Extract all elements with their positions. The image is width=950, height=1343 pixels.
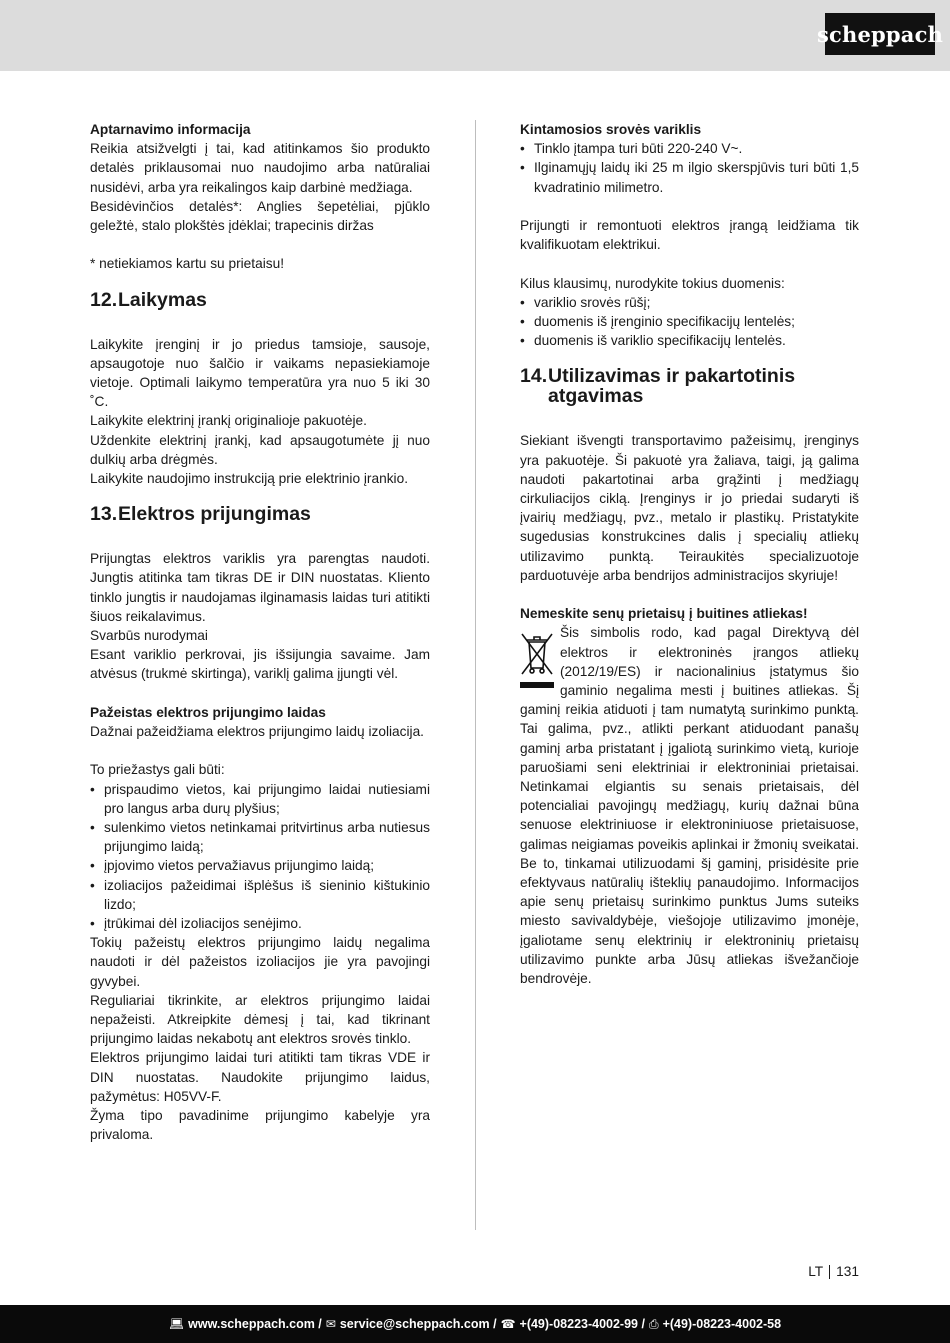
data-list [520,293,859,351]
list-item: • izoliacijos pažeidimai išplėšus iš sieninio kištukinio lizdo; [90,876,430,914]
page-separator [829,1265,830,1279]
section-number: 14. [520,365,548,388]
crossed-bin-icon [520,628,554,688]
list-item: • Tinklo įtampa turi būti 220-240 V~. [520,139,859,158]
list-item: • prispaudimo vietos, kai prijungimo laidai nutiesiami pro langus arba durų plyšius; [90,780,430,818]
page-language: LT [808,1264,824,1279]
mail-icon: ✉︎ [325,1317,336,1331]
ac-motor-paragraph: Kilus klausimų, nurodykite tokius duomenis: [520,275,785,291]
weee-title: Nemeskite senų prietaisų į buitines atliekas! [520,606,808,622]
right-column [520,120,859,988]
electrical-paragraph: Prijungtas elektros variklis yra parengtas naudoti. Jungtis atitinka tam tikras DE ir DIN nuostatas. Kliento tinklo jungtis ir naudojamas ilginamasis laidas turi atitikti šiuos reikalavimus. [90,551,430,624]
section-title: Elektros prijungimas [118,503,311,526]
section-number: 12. [90,288,118,311]
causes-list [90,780,430,934]
service-note: * netiekiamos kartu su prietaisu! [90,256,284,272]
footer-email[interactable]: service@scheppach.com / [339,1317,497,1331]
list-item: • įtrūkimai dėl izoliacijos senėjimo. [90,914,430,933]
storage-paragraph: Laikykite elektrinį įrankį originalioje pakuotėje. [90,413,367,429]
causes-intro: To priežastys gali būti: [90,762,225,778]
damaged-cable-paragraph: Žyma tipo pavadinime prijungimo kabelyje yra privaloma. [90,1108,430,1143]
storage-paragraph: Laikykite įrenginį ir jo priedus tamsioje, sausoje, apsaugotoje nuo šalčio ir vaikams nepasiekiamoje vietoje. Optimali laikymo temperatūra yra nuo 5 iki 30 ˚C. [90,336,430,410]
section-12-heading [90,290,430,310]
list-item: • Ilginamųjų laidų iki 25 m ilgio skerspjūvis turi būti 1,5 kvadratinio milimetro. [520,158,859,196]
page-number-value: 131 [836,1264,859,1279]
service-paragraph: Reikia atsižvelgti į tai, kad atitinkamos šio produkto detalės priklausomai nuo naudojimo arba natūraliai nusidėvi, arba yra reikalingos kaip darbinė medžiaga. [90,141,430,195]
footer-phone: +(49)-08223-4002-99 / [519,1317,645,1331]
damaged-cable-paragraph: Elektros prijungimo laidai turi atitikti tam tikras VDE ir DIN nuostatas. Naudokite prijungimo laidus, pažymėtus: H05VV-F. [90,1050,430,1104]
fax-icon: ⎙ [648,1316,659,1331]
list-item: • duomenis iš įrenginio specifikacijų lentelės; [520,312,859,331]
damaged-cable-paragraph: Reguliariai tikrinkite, ar elektros prijungimo laidai nepažeisti. Atkreipkite dėmesį į tai, kad tikrinant prijungimo laidas nekabotų ant elektros srovės tinklo. [90,992,430,1047]
list-item: • sulenkimo vietos netinkamai pritvirtinus arba nutiesus prijungimo laidą; [90,818,430,856]
weee-block [520,623,859,988]
footer-bar [0,1305,950,1343]
ac-motor-list [520,139,859,197]
footer-web[interactable]: www.scheppach.com / [188,1317,322,1331]
disposal-paragraph: Siekiant išvengti transportavimo pažeisimų, įrenginys yra pakuotėje. Ši pakuotė yra žaliava, taigi, ją galima naudoti pakartotinai arba grąžinti į medžiagų cirkuliacijos ciklą. Įrenginys ir jo priedai sudaryti iš įvairių medžiagų, pvz., metalo ir plastikų. Pristatykite sugedusias konstrukcines dalis į specialių atliekų utilizavimo punktą. Teiraukitės specializuotoje parduotuvėje arba bendrijos administracijos skyriuje! [520,433,859,583]
section-title: Laikymas [118,288,207,311]
phone-icon: ☎ [500,1317,516,1331]
ac-motor-title: Kintamosios srovės variklis [520,122,702,137]
column-divider [475,120,476,1230]
page-number [808,1264,859,1279]
list-item: • variklio srovės rūšį; [520,293,859,312]
section-14-heading [520,366,859,406]
ac-motor-paragraph: Prijungti ir remontuoti elektros įrangą leidžiama tik kvalifikuotam elektrikui. [520,218,859,253]
brand-logo: scheppach [825,13,935,55]
list-item: • duomenis iš variklio specifikacijų lentelės. [520,331,859,350]
service-wear-parts: Besidėvinčios detalės*: Anglies šepetėliai, pjūklo geležtė, stalo plokštės įdėklai; trapecinis diržas [90,198,430,234]
left-column [90,120,430,1145]
section-title: Utilizavimas ir pakartotinis atgavimas [548,365,796,408]
storage-paragraph: Laikykite naudojimo instrukciją prie elektrinio įrankio. [90,471,409,487]
damaged-cable-paragraph: Tokių pažeistų elektros prijungimo laidų negalima naudoti ir dėl pažeistos izoliacijos jie yra pavojingi gyvybei. [90,935,430,989]
computer-icon: 💻︎ [168,1317,185,1331]
service-title: Aptarnavimo informacija [90,122,251,137]
electrical-paragraph: Esant variklio perkrovai, jis išsijungia savaime. Jam atvėsus (trukmė skirtinga), variklį galima įjungti vėl. [90,647,430,682]
footer-fax: +(49)-08223-4002-58 [662,1317,782,1331]
storage-paragraph: Uždenkite elektrinį įrankį, kad apsaugotumėte jį nuo dulkių arba drėgmės. [90,432,430,467]
weee-underline [520,682,554,688]
electrical-paragraph: Svarbūs nurodymai [90,628,208,644]
damaged-cable-paragraph: Dažnai pažeidžiama elektros prijungimo laidų izoliacija. [90,724,424,740]
damaged-cable-title: Pažeistas elektros prijungimo laidas [90,704,326,720]
header-band [0,0,950,71]
section-number: 13. [90,503,118,526]
list-item: • įpjovimo vietos pervažiavus prijungimo laidą; [90,856,430,875]
section-13-heading [90,504,430,524]
weee-paragraph: Šis simbolis rodo, kad pagal Direktyvą dėl elektros ir elektroninės įrangos atliekų (2012/19/ES) ir nacionalinius įstatymus šio gaminio negalima mesti į buitines atliekas. Šį gaminį reikia atiduoti į tam numatytą surinkimo punktą. Tai galima, pvz., atlikti perkant atiduodant panašų gaminį arba pristatant į įgaliotą surinkimo vietą, kurioje paruošiami seni elektriniai ir elektroniniai prietaisai. Netinkamai elgiantis su senais prietaisais, dėl potencialiai pavojingų medžiagų, kurių dažnai būna senuose elektriniuose ir elektroniniuose prietaisuose, galimas neigiamas poveikis aplinkai ir žmonių sveikatai. Be to, tinkamai utilizuodami šį gaminį, prisidėsite prie efektyvaus natūralių išteklių panaudojimo. Informacijos apie senų prietaisų surinkimo punktus Jums suteiks miesto savivaldybėje, viešojoje utilizavimo įmonėje, įgaliotame senų elektrinių ir elektroninių prietaisų utilizavimo punkte arba Jūsų atliekas išvežančioje bendrovėje. [520,625,859,987]
